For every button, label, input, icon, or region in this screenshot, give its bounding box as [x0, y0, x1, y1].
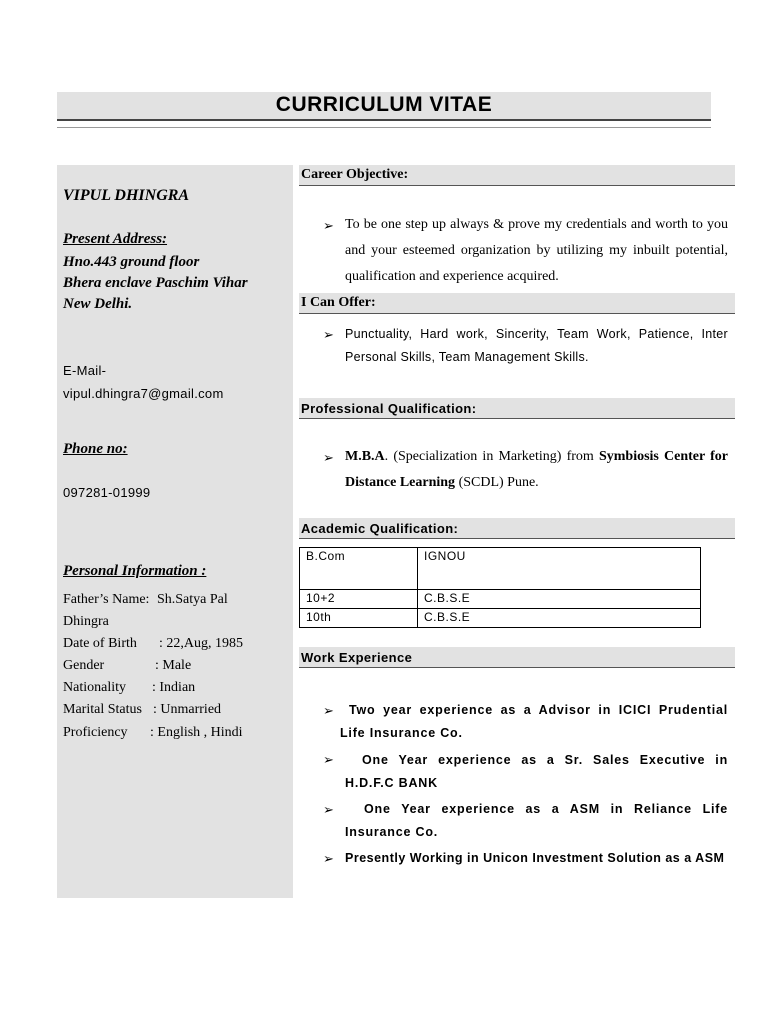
career-objective-heading: [299, 165, 735, 186]
personal-value: : Unmarried: [153, 702, 222, 717]
address-label: Present Address:: [63, 231, 168, 247]
personal-row: [63, 658, 288, 674]
work-item: One Year experience as a ASM in Reliance Life Insurance Co.: [345, 802, 728, 839]
work-item: Two year experience as a Advisor in ICICI Prudential Life Insurance Co.: [340, 703, 728, 740]
table-row: [300, 548, 701, 590]
email-label: E-Mail-: [63, 363, 107, 378]
section-heading-text: Academic Qualification:: [301, 521, 459, 536]
personal-row: [63, 725, 288, 741]
offer-text: Punctuality, Hard work, Sincerity, Team Work, Patience, Inter Personal Skills, Team Management Skills.: [345, 327, 728, 364]
work-item: Presently Working in Unicon Investment Solution as a ASM: [345, 851, 725, 865]
personal-row: [63, 680, 288, 696]
table-cell: C.B.S.E: [418, 590, 701, 609]
professional-qualification-text: [345, 444, 728, 496]
personal-value: : English , Hindi: [150, 725, 243, 740]
title-bar: [57, 92, 711, 121]
table-cell: IGNOU: [418, 548, 701, 590]
table-cell: B.Com: [300, 548, 418, 590]
table-row: [300, 590, 701, 609]
bullet-icon: ➢: [323, 450, 334, 465]
bullet-icon: ➢: [323, 218, 334, 233]
phone-label: Phone no:: [63, 441, 128, 457]
email-value: vipul.dhingra7@gmail.com: [63, 386, 224, 401]
bullet-icon: ➢: [323, 327, 334, 342]
left-panel: [57, 165, 293, 898]
work-experience-heading: [299, 647, 735, 668]
work-item: One Year experience as a Sr. Sales Executive in H.D.F.C BANK: [345, 753, 728, 790]
section-heading-text: Work Experience: [301, 650, 413, 665]
personal-value: : 22,Aug, 1985: [159, 636, 243, 651]
academic-table: [299, 547, 701, 628]
table-cell: C.B.S.E: [418, 609, 701, 628]
address-line-1: Hno.443 ground floor: [63, 254, 200, 270]
bullet-icon: ➢: [323, 802, 334, 817]
personal-info-label: Personal Information :: [63, 563, 207, 579]
title-divider: [57, 127, 711, 128]
personal-label: Date of Birth: [63, 636, 137, 651]
phone-value: 097281-01999: [63, 485, 151, 500]
personal-label: Dhingra: [63, 614, 109, 629]
bullet-icon: ➢: [323, 752, 334, 767]
offer-heading: [299, 293, 735, 314]
personal-row: [63, 614, 288, 630]
academic-qualification-heading: [299, 518, 735, 539]
candidate-name: VIPUL DHINGRA: [63, 187, 190, 204]
career-objective-text: To be one step up always & prove my credentials and worth to you and your esteemed organization by utilizing my inbuilt potential, qualification and experience acquired.: [345, 217, 728, 284]
professional-qualification-heading: [299, 398, 735, 419]
institution: Symbiosis Center for Distance Learning: [345, 449, 728, 490]
personal-value: : Male: [155, 658, 192, 673]
personal-label: Marital Status: [63, 702, 142, 717]
personal-value: : Indian: [152, 680, 196, 695]
bullet-icon: ➢: [323, 851, 334, 866]
degree: M.B.A: [345, 449, 385, 464]
personal-row: [63, 636, 288, 652]
section-heading-text: Professional Qualification:: [301, 401, 477, 416]
address-line-3: New Delhi.: [63, 296, 133, 312]
personal-label: Proficiency: [63, 725, 128, 740]
personal-label: Nationality: [63, 680, 126, 695]
address-line-2: Bhera enclave Paschim Vihar: [63, 275, 248, 291]
personal-row: [63, 592, 288, 608]
personal-row: [63, 702, 288, 718]
personal-label: Father’s Name:: [63, 592, 150, 607]
prof-end: (SCDL) Pune.: [455, 475, 539, 490]
section-heading-text: Career Objective:: [301, 167, 409, 182]
personal-label: Gender: [63, 658, 105, 673]
table-row: [300, 609, 701, 628]
section-heading-text: I Can Offer:: [301, 295, 376, 310]
page-title: CURRICULUM VITAE: [275, 93, 493, 116]
prof-mid: . (Specialization in Marketing) from: [384, 449, 599, 464]
bullet-icon: ➢: [323, 703, 334, 718]
table-cell: 10th: [300, 609, 418, 628]
table-cell: 10+2: [300, 590, 418, 609]
personal-value: Sh.Satya Pal: [156, 592, 228, 607]
